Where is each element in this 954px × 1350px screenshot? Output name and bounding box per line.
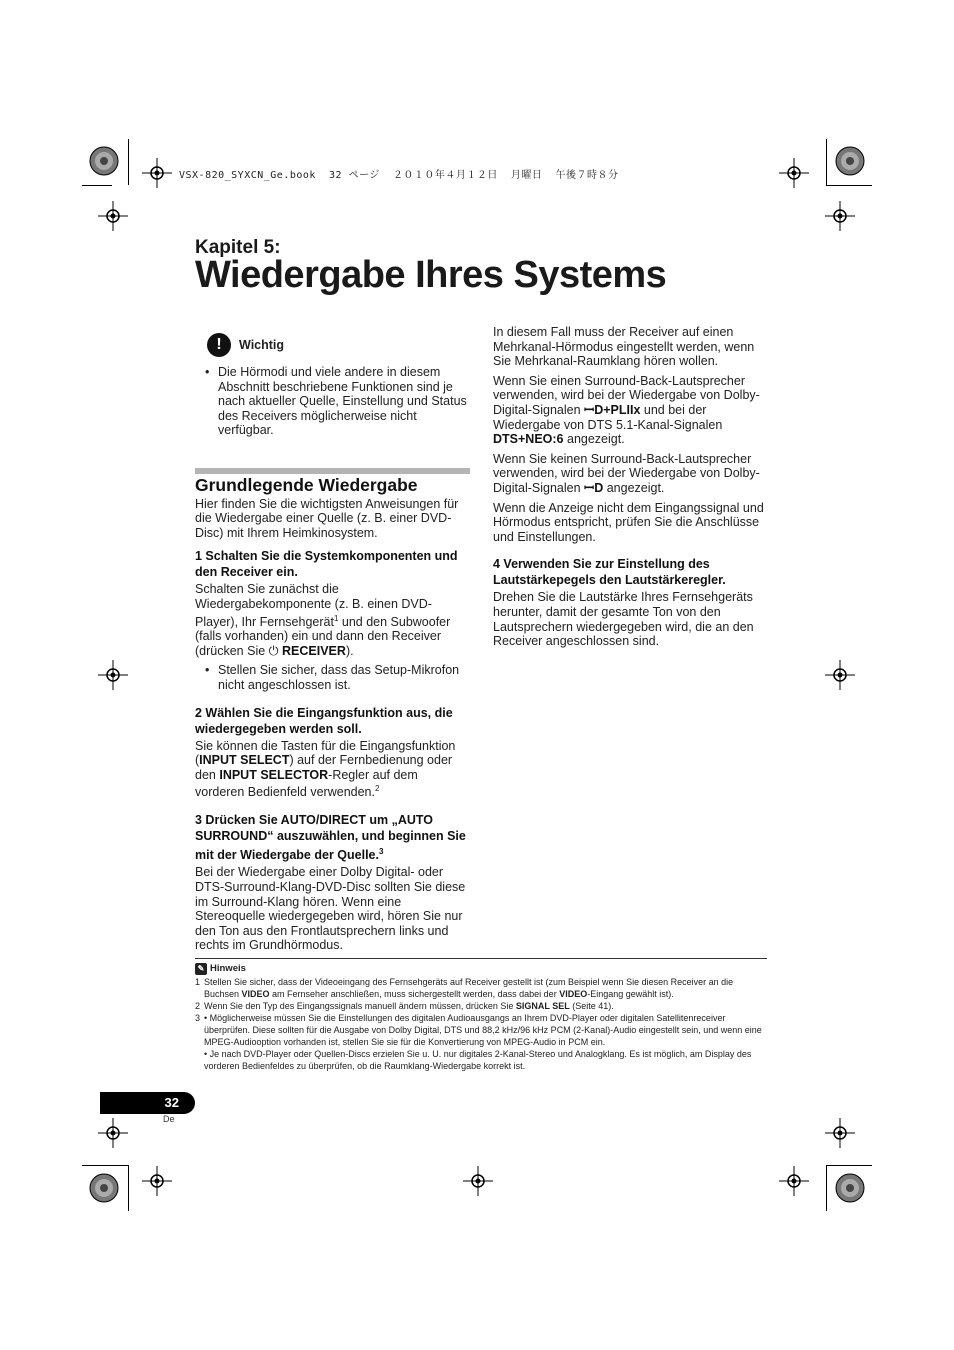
color-wheel-icon — [89, 146, 119, 176]
registration-mark-icon — [779, 158, 809, 188]
registration-mark-icon — [825, 1118, 855, 1148]
color-wheel-icon — [835, 146, 865, 176]
note-2: 2 Wenn Sie den Typ des Eingangssignals manuell ändern müssen, drücken Sie SIGNAL SEL (Seite 41). — [195, 1001, 614, 1011]
right-paragraph-4: Wenn die Anzeige nicht dem Eingangssignal und Hörmodus entspricht, prüfen Sie die Anschlüsse und Einstellungen. — [493, 500, 764, 544]
dolby-plIIx-indicator: ꟷD+PLIIx — [584, 402, 641, 417]
registration-mark-icon — [779, 1166, 809, 1196]
page-language: De — [163, 1114, 175, 1124]
step-3-heading: 3 Drücken Sie AUTO/DIRECT um „AUTO SURROUND“ auszuwählen, und beginnen Sie mit der Wiedergabe der Quelle.$^3$ — [195, 813, 466, 863]
hinweis-notes — [195, 958, 767, 1072]
registration-mark-icon — [142, 1166, 172, 1196]
registration-mark-icon — [98, 660, 128, 690]
step-1-text: Schalten Sie zunächst die Wiedergabekomponente (z. B. einen DVD-Player), Ihr Fernsehgerät$^1$ und den Subwoofer (falls vorhanden) ein und dann den Receiver (drücken Sie ⏻ RECEIVER). — [195, 582, 451, 658]
step-1-heading: 1 Schalten Sie die Systemkomponenten und den Receiver ein. — [195, 549, 458, 580]
step-4-text: Drehen Sie die Lautstärke Ihres Fernsehgeräts herunter, damit der gesamte Ton von den Lautsprechern wiedergegeben wird, die an den Receiver angeschlossen sind. — [493, 590, 754, 649]
registration-mark-icon — [825, 660, 855, 690]
note-3: 3 • Möglicherweise müssen Sie die Einstellungen des digitalen Audioausgangs an Ihrem DVD-Player oder digitalen Satellitenreceiver überprüfen. Diese sollten für die Ausgabe von Dolby Digital, DTS und 88,2 kHz/96 kHz PCM (2-Kanal)-Audio eingestellt sein, und wenn eine MPEG-Audiooption vorhanden ist, stellen Sie sie für die Konvertierung von MPEG-Audio in PCM ein. — [195, 1013, 762, 1047]
right-paragraph-3: Wenn Sie keinen Surround-Back-Lautsprecher verwenden, wird bei der Wiedergabe von Dolby-Digital-Signalen ꟷD angezeigt. — [493, 451, 760, 495]
step-1-bullet: • Stellen Sie sicher, dass das Setup-Mikrofon nicht angeschlossen ist. — [195, 663, 470, 692]
wichtig-heading — [207, 333, 470, 357]
print-header: VSX-820_SYXCN_Ge.book 32 ページ ２０１０年４月１２日 月曜日 午後７時８分 — [179, 170, 619, 181]
step-4-heading: 4 Verwenden Sie zur Einstellung des Lautstärkepegels den Lautstärkeregler. — [493, 557, 726, 588]
note-3b: • Je nach DVD-Player oder Quellen-Discs erzielen Sie u. U. nur digitales 2-Kanal-Stereo und Analogklang. Es ist möglich, am Display des vorderen Bedienfeldes zu überprüfen, ob die Raumklang-Wiedergabe korrekt ist. — [204, 1049, 752, 1071]
registration-mark-icon — [98, 1118, 128, 1148]
registration-mark-icon — [98, 201, 128, 231]
right-column — [493, 325, 768, 654]
registration-mark-icon — [463, 1166, 493, 1196]
note-icon: ✎ — [195, 963, 207, 975]
left-column — [195, 333, 470, 958]
wichtig-bullet: • Die Hörmodi und viele andere in diesem Abschnitt beschriebene Funktionen sind je nach aktueller Quelle, Einstellung und Status des Receivers möglicherweise nicht verfügbar. — [195, 365, 470, 438]
hinweis-heading: ✎ Hinweis — [195, 963, 767, 975]
chapter-label: Kapitel 5: — [195, 237, 281, 258]
section-divider — [195, 468, 470, 474]
color-wheel-icon — [835, 1173, 865, 1203]
section-title: Grundlegende Wiedergabe — [195, 474, 418, 495]
note-1: 1 Stellen Sie sicher, dass der Videoeingang des Fernsehgeräts auf Receiver gestellt ist (zum Beispiel wenn Sie diesen Receiver an die Buchsen VIDEO am Fernseher anschließen, muss sichergestellt werden, dass dabei der VIDEO-Eingang gewählt ist). — [195, 977, 734, 999]
color-wheel-icon — [89, 1173, 119, 1203]
registration-mark-icon — [142, 158, 172, 188]
registration-mark-icon — [825, 201, 855, 231]
dolby-digital-indicator: ꟷD — [584, 480, 604, 495]
step-2-text: Sie können die Tasten für die Eingangsfunktion (INPUT SELECT) auf der Fernbedienung oder den INPUT SELECTOR-Regler auf dem vorderen Bedienfeld verwenden.$^2$ — [195, 738, 456, 800]
page-number-tab — [100, 1092, 195, 1114]
step-3-text: Bei der Wiedergabe einer Dolby Digital- oder DTS-Surround-Klang-DVD-Disc sollten Sie diese im Surround-Klang hören. Wenn eine Stereoquelle wiedergegeben wird, hören Sie nur den Ton aus den Frontlautsprechern links und rechts im Grundhörmodus. — [195, 865, 466, 953]
step-2-heading: 2 Wählen Sie die Eingangsfunktion aus, die wiedergegeben werden soll. — [195, 705, 453, 736]
page-number: 32 — [164, 1095, 179, 1110]
important-icon: ! — [207, 333, 231, 357]
right-paragraph-1: In diesem Fall muss der Receiver auf einen Mehrkanal-Hörmodus eingestellt werden, wenn Sie Mehrkanal-Raumklang hören wollen. — [493, 325, 755, 369]
section-intro: Hier finden Sie die wichtigsten Anweisungen für die Wiedergabe einer Quelle (z. B. einer DVD-Disc) mit Ihrem Heimkinosystem. — [195, 496, 459, 540]
right-paragraph-2: Wenn Sie einen Surround-Back-Lautsprecher verwenden, wird bei der Wiedergabe von Dolby-Digital-Signalen ꟷD+PLIIx und bei der Wiedergabe von DTS 5.1-Kanal-Signalen DTS+NEO:6 angezeigt. — [493, 373, 760, 447]
wichtig-label: Wichtig — [239, 337, 285, 352]
power-icon: ⏻ — [268, 643, 279, 658]
chapter-title: Wiedergabe Ihres Systems — [195, 254, 667, 296]
